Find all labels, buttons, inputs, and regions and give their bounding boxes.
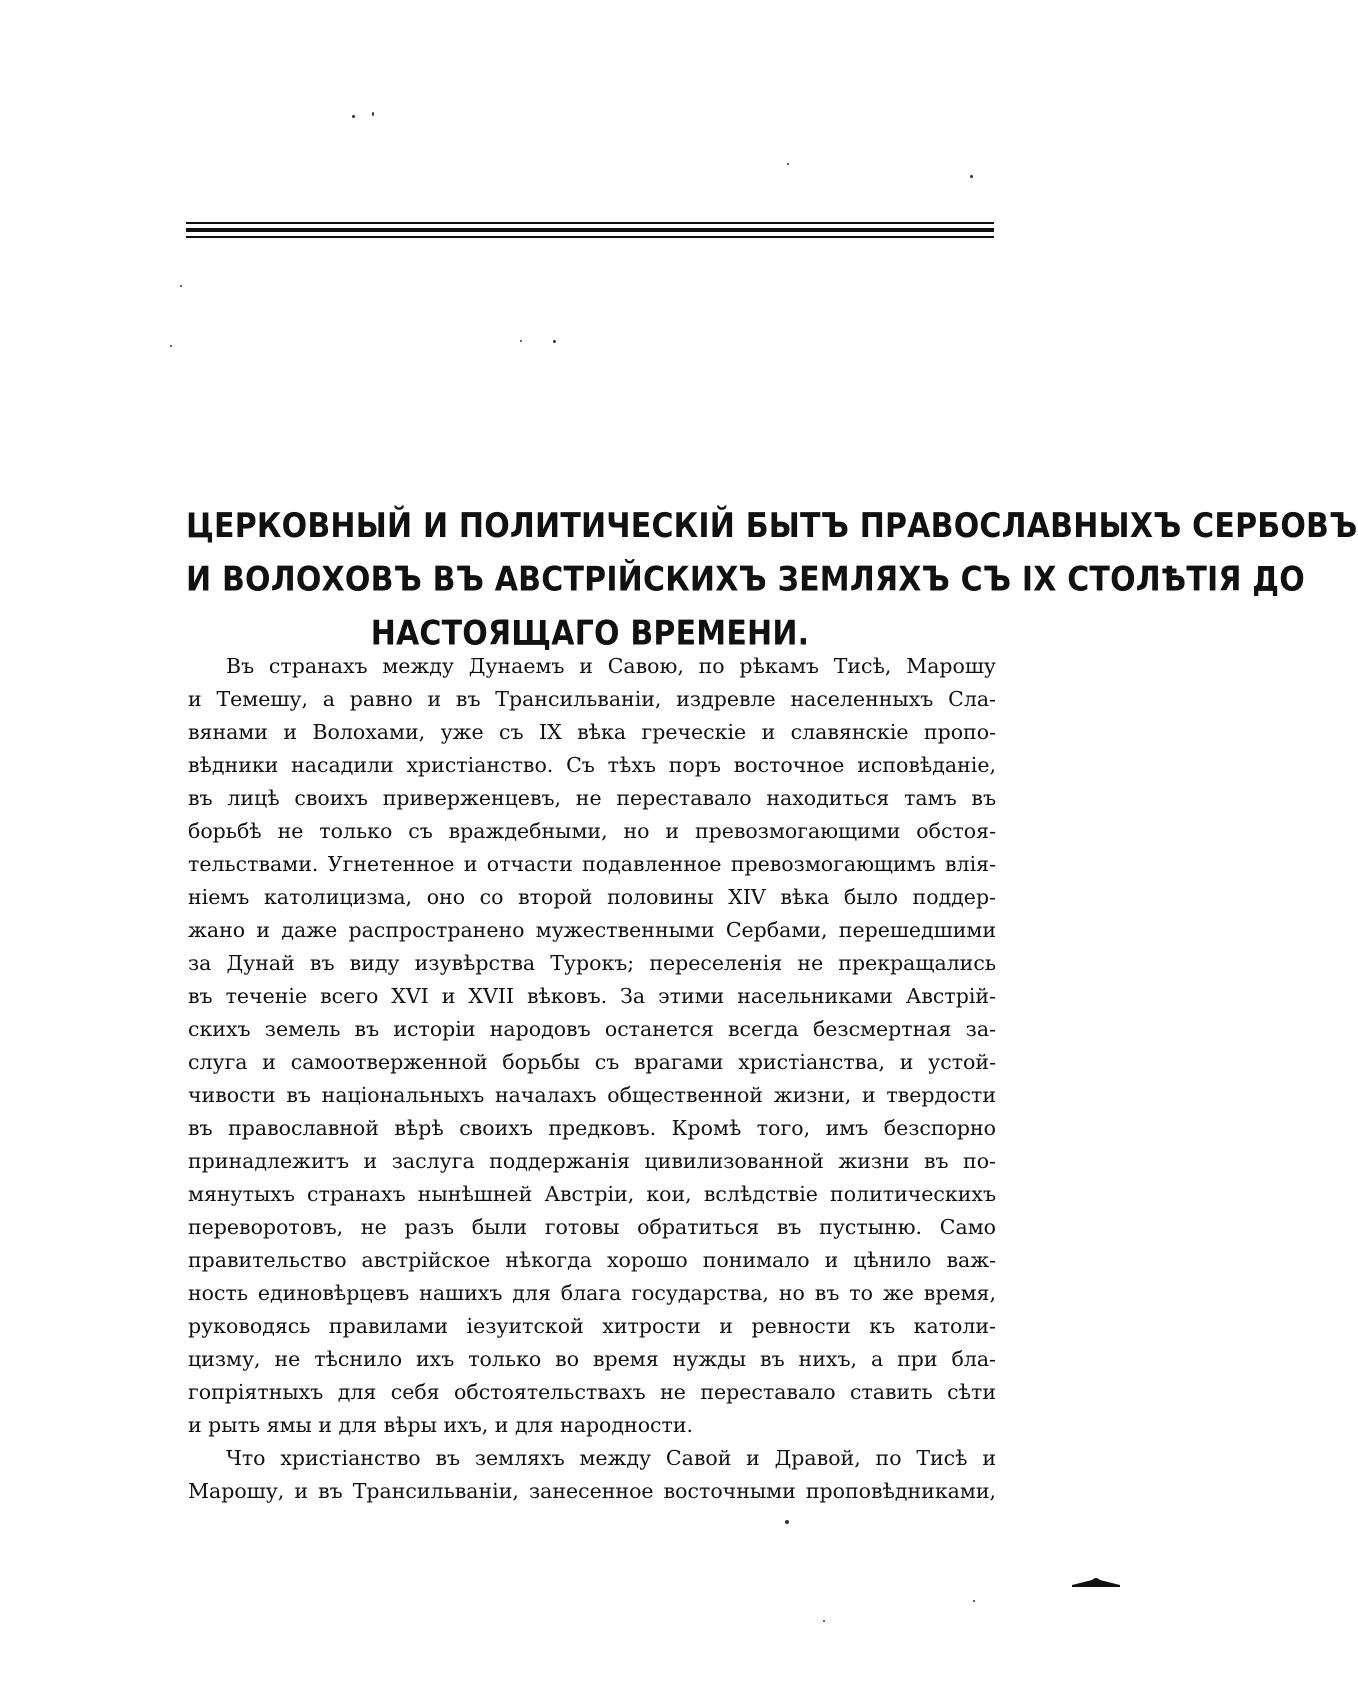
text-line: руководясь правилами іезуитской хитрости и ревности къ католи- [188,1314,996,1338]
text-line: скихъ земель въ исторіи народовъ останется всегда безсмертная за- [188,1017,996,1041]
text-line: борьбѣ не только съ враждебными, но и превозмогающими обстоя- [188,819,996,843]
article-title [186,500,1358,661]
header-rule-thin-bottom [186,236,994,238]
text-line: Въ странахъ между Дунаемъ и Савою, по рѣкамъ Тисѣ, Марошу [226,654,996,678]
header-rule-thick [186,228,994,232]
header-rule-thin-top [186,222,994,224]
paragraph-2 [188,1442,996,1508]
text-line: слуга и самоотверженной борьбы съ врагами христіанства, и устой- [188,1050,996,1074]
text-line: въ теченіе всего XVI и XVII вѣковъ. За этими насельниками Австрій- [188,984,996,1008]
scan-speck [553,340,556,343]
text-line: тельствами. Угнетенное и отчасти подавленное превозмогающимъ влія- [188,852,996,876]
text-line: правительство австрійское нѣкогда хорошо понимало и цѣнило важ- [188,1248,996,1272]
header-rule [186,222,994,238]
scan-speck [170,345,172,347]
title-line: НАСТОЯЩАГО ВРЕМЕНИ. [370,614,810,654]
text-line: ніемъ католицизма, оно со второй половины XIV вѣка было поддер- [188,885,996,909]
text-line: мянутыхъ странахъ нынѣшней Австріи, кои, вслѣдствіе политическихъ [188,1182,996,1206]
page-ornament-icon [1070,1576,1122,1588]
scan-speck [180,285,182,287]
scan-speck [823,1620,825,1622]
text-line: въ православной вѣрѣ своихъ предковъ. Кромѣ того, имъ безспорно [188,1116,996,1140]
article-body [188,650,996,1508]
text-line: и Темешу, а равно и въ Трансильваніи, издревле населенныхъ Сла- [188,687,996,711]
scan-speck [785,1520,789,1524]
text-line: цизму, не тѣснило ихъ только во время нужды въ нихъ, а при бла- [188,1347,996,1371]
scan-speck [520,340,522,342]
scan-speck [352,115,355,118]
text-line: Что христіанство въ земляхъ между Савой и Дравой, по Тисѣ и [226,1446,996,1470]
scan-speck [372,112,374,116]
scan-speck [970,175,973,178]
text-line: ность единовѣрцевъ нашихъ для блага государства, но въ то же время, [188,1281,996,1305]
scan-speck [787,163,789,165]
text-line: жано и даже распространено мужественными Сербами, перешедшими [188,918,996,942]
text-line: переворотовъ, не разъ были готовы обратиться въ пустыню. Само [188,1215,996,1239]
text-line: гопріятныхъ для себя обстоятельствахъ не переставало ставить сѣти [188,1380,996,1404]
text-line: Марошу, и въ Трансильваніи, занесенное восточными проповѣдниками, [188,1479,996,1503]
text-line: вянами и Волохами, уже съ IX вѣка греческіе и славянскіе пропо- [188,720,996,744]
text-line: вѣдники насадили христіанство. Съ тѣхъ поръ восточное исповѣданіе, [188,753,996,777]
text-line: чивости въ національныхъ началахъ общественной жизни, и твердости [188,1083,996,1107]
paragraph-1 [188,650,996,1442]
title-line: ЦЕРКОВНЫЙ И ПОЛИТИЧЕСКІЙ БЫТЪ ПРАВОСЛАВНЫХЪ СЕРБОВЪ [186,506,1358,546]
title-line: И ВОЛОХОВЪ ВЪ АВСТРІЙСКИХЪ ЗЕМЛЯХЪ СЪ IX СТОЛѢТІЯ ДО [186,560,1305,600]
text-line: за Дунай въ виду изувѣрства Турокъ; переселенія не прекращались [188,951,996,975]
scan-speck [973,1600,975,1602]
text-line: принадлежитъ и заслуга поддержанія цивилизованной жизни въ по- [188,1149,996,1173]
text-line: въ лицѣ своихъ приверженцевъ, не переставало находиться тамъ въ [188,786,996,810]
text-line: и рыть ямы и для вѣры ихъ, и для народности. [188,1413,694,1437]
